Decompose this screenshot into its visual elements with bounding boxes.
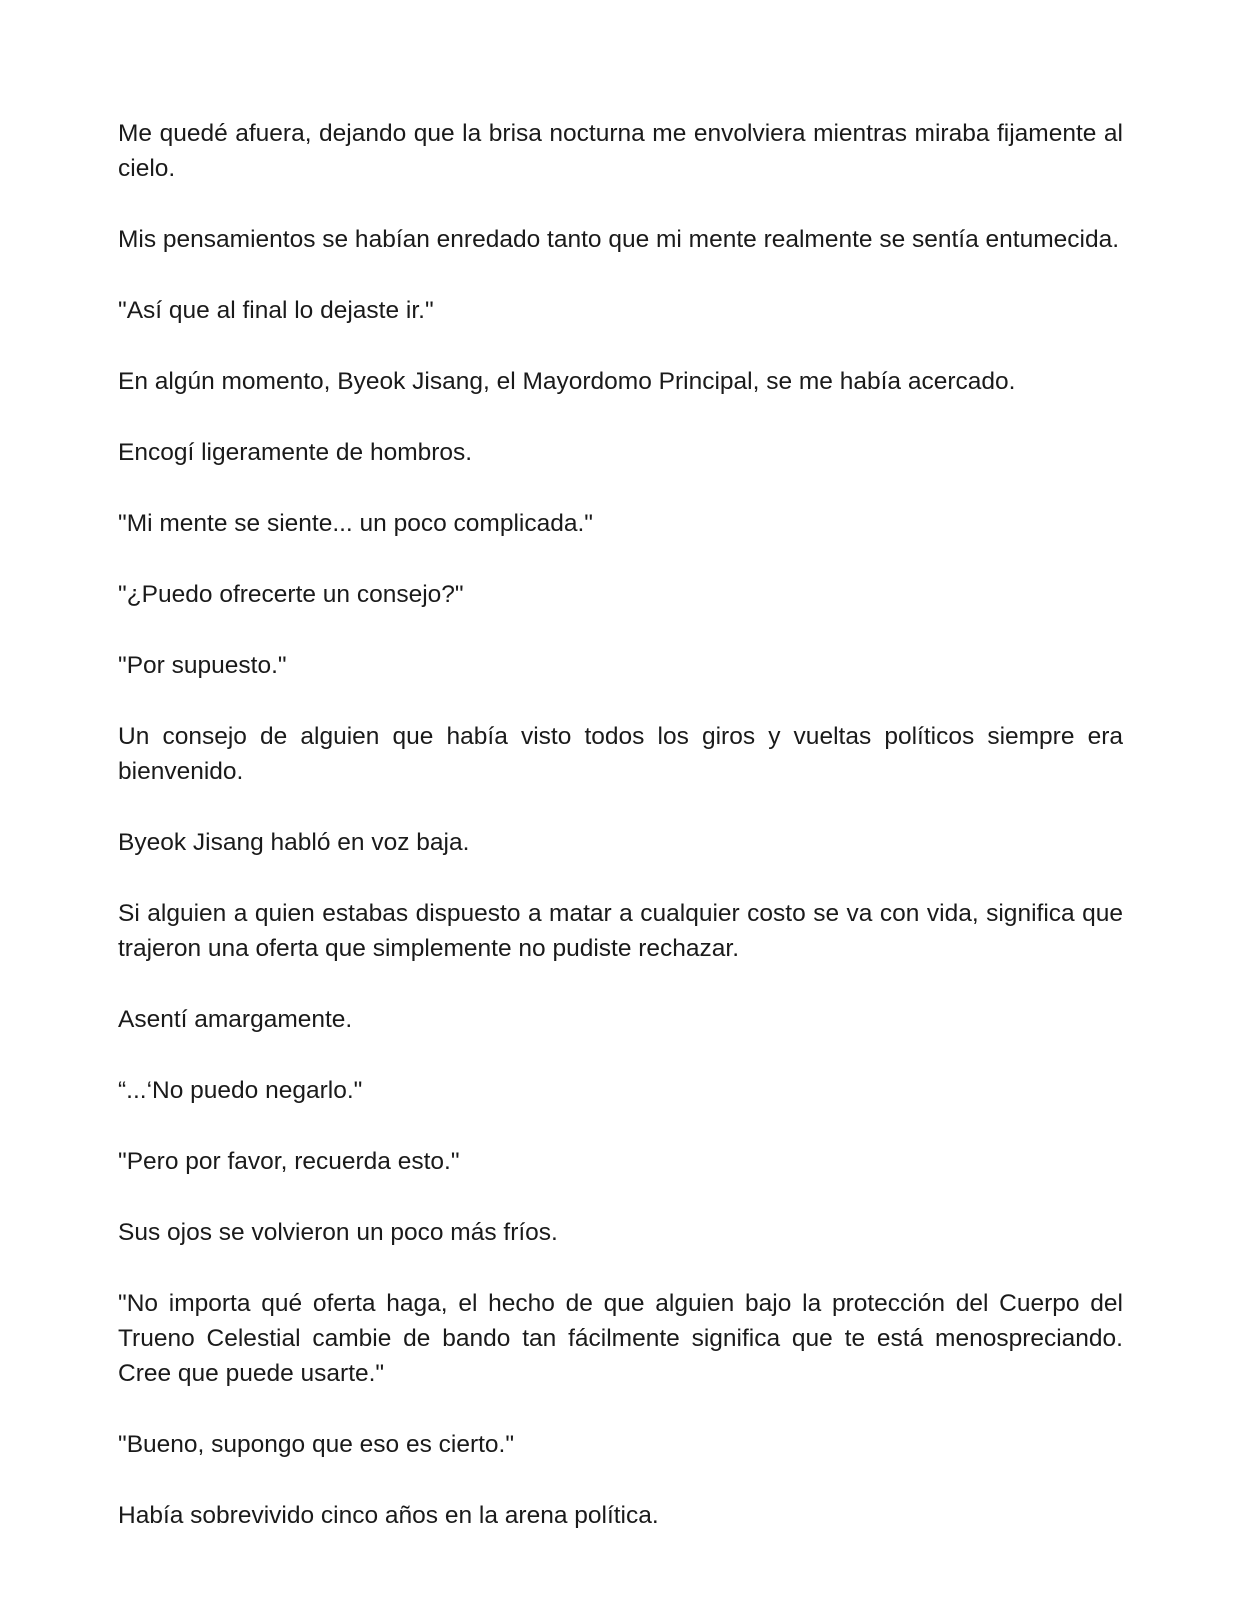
paragraph: "Por supuesto." — [118, 652, 287, 679]
paragraph: "Bueno, supongo que eso es cierto." — [118, 1431, 515, 1458]
paragraph: En algún momento, Byeok Jisang, el Mayordomo Principal, se me había acercado. — [118, 368, 1016, 395]
paragraph: "Pero por favor, recuerda esto." — [118, 1148, 460, 1175]
paragraph: Byeok Jisang habló en voz baja. — [118, 829, 470, 856]
paragraph: "No importa qué oferta haga, el hecho de que alguien bajo la protección del Cuerpo del Trueno Celestial cambie de bando tan fácilmente significa que te está menospreciando. Cree que puede usarte." — [118, 1290, 1123, 1387]
paragraph: Un consejo de alguien que había visto todos los giros y vueltas políticos siempre era bienvenido. — [118, 723, 1123, 785]
paragraph: Mis pensamientos se habían enredado tanto que mi mente realmente se sentía entumecida. — [118, 226, 1120, 253]
paragraph: "¿Puedo ofrecerte un consejo?" — [118, 581, 464, 608]
paragraph: Si alguien a quien estabas dispuesto a matar a cualquier costo se va con vida, significa que trajeron una oferta que simplemente no pudiste rechazar. — [118, 900, 1123, 962]
paragraph: "Así que al final lo dejaste ir." — [118, 297, 434, 324]
paragraph: Asentí amargamente. — [118, 1006, 353, 1033]
paragraph: Sus ojos se volvieron un poco más fríos. — [118, 1219, 558, 1246]
paragraph: "Mi mente se siente... un poco complicada." — [118, 510, 593, 537]
paragraph: Encogí ligeramente de hombros. — [118, 439, 473, 466]
document-body — [118, 116, 1123, 1569]
paragraph: “...‘No puedo negarlo." — [118, 1077, 363, 1104]
paragraph: Había sobrevivido cinco años en la arena política. — [118, 1502, 659, 1529]
paragraph: Me quedé afuera, dejando que la brisa nocturna me envolviera mientras miraba fijamente al cielo. — [118, 120, 1123, 182]
